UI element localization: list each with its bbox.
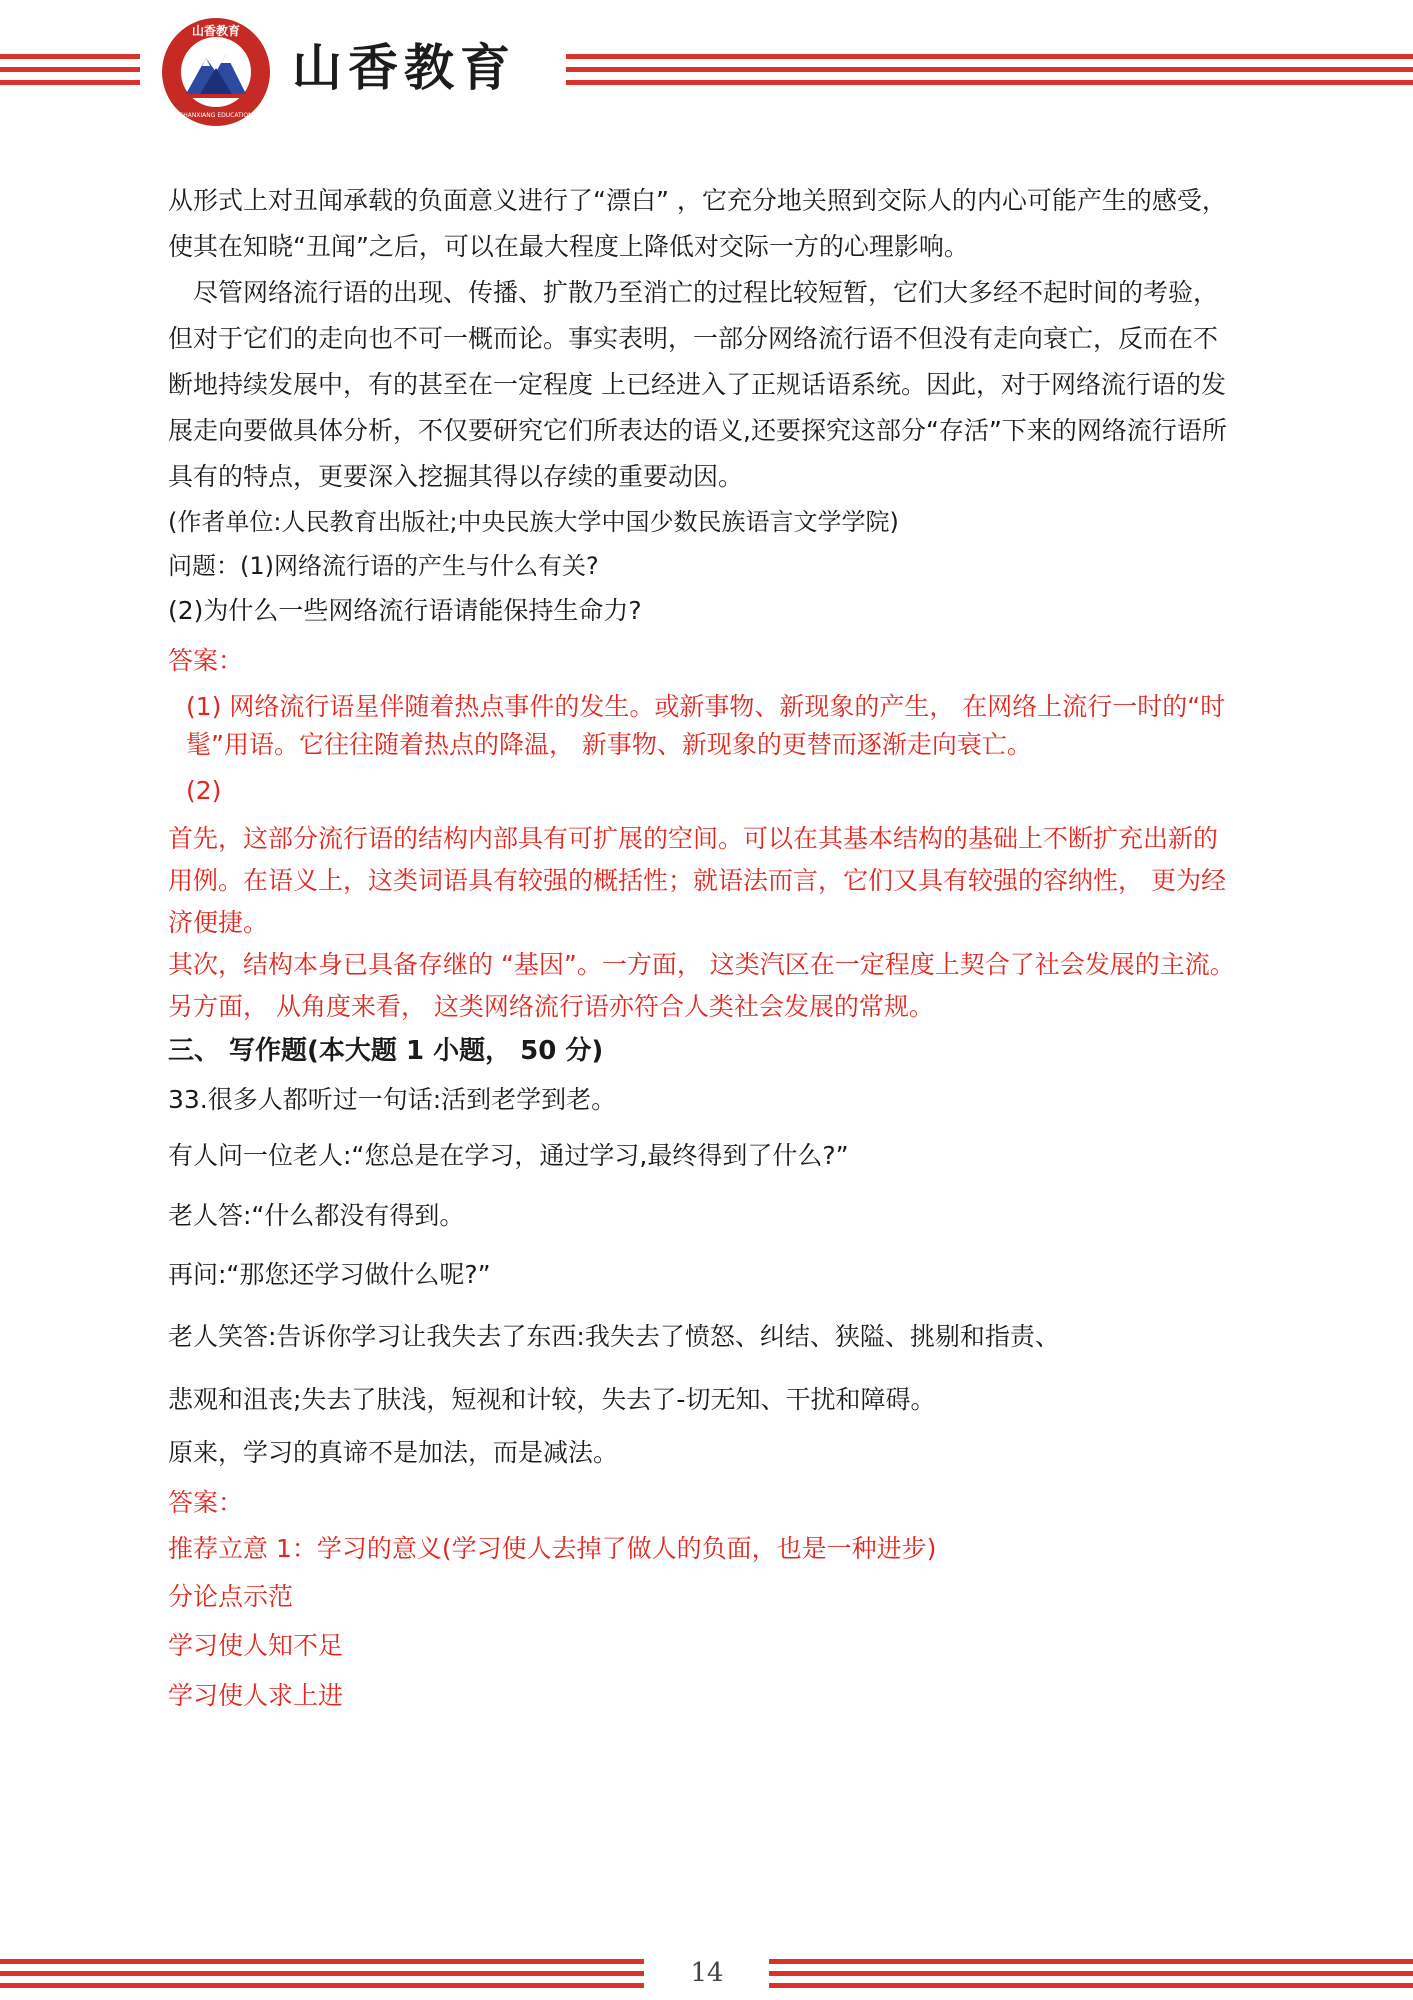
answer-line: 学习使人求上进 bbox=[168, 1681, 344, 1710]
answer-paragraph: 其次，结构本身已具备存继的 “基因”。一方面， 这类汽区在一定程度上契合了社会发展的主流。 bbox=[168, 950, 1235, 979]
shanxiang-logo bbox=[160, 16, 272, 128]
footer-stripes-right bbox=[769, 1959, 1413, 1989]
answer-part-2-label: (2) bbox=[186, 776, 222, 805]
answer-label: 答案： bbox=[168, 1488, 244, 1517]
footer-stripes-left bbox=[0, 1959, 644, 1989]
question-2: (2)为什么一些网络流行语请能保持生命力? bbox=[168, 596, 642, 625]
answer-paragraph: 另方面， 从角度来看， 这类网络流行语亦符合人类社会发展的常规。 bbox=[168, 992, 934, 1021]
prompt-line: 33.很多人都听过一句话:活到老学到老。 bbox=[168, 1085, 617, 1114]
answer-line: 推荐立意 1：学习的意义(学习使人去掉了做人的负面，也是一种进步) bbox=[168, 1534, 937, 1563]
document-body bbox=[168, 178, 1240, 1722]
source-note: (作者单位:人民教育出版社;中央民族大学中国少数民族语言文学学院) bbox=[168, 508, 899, 536]
prompt-line: 老人笑答:告诉你学习让我失去了东西:我失去了愤怒、纠结、狭隘、挑剔和指责、 bbox=[168, 1322, 1060, 1351]
prompt-line: 悲观和沮丧;失去了肤浅，短视和计较，失去了-切无知、干扰和障碍。 bbox=[168, 1385, 936, 1414]
answer-part-1: (1) 网络流行语星伴随着热点事件的发生。或新事物、新现象的产生， 在网络上流行一时的“时髦”用语。它往往随着热点的降温， 新事物、新现象的更替而逐渐走向衰亡。 bbox=[186, 692, 1226, 759]
header-stripes-left bbox=[0, 54, 140, 88]
logo-text: 山香教育 bbox=[191, 24, 241, 38]
logo-subtext: SHANXIANG EDUCATION bbox=[179, 112, 253, 119]
answer-label: 答案： bbox=[168, 646, 244, 675]
brand-title: 山香教育 bbox=[292, 38, 516, 97]
passage-paragraph: 从形式上对丑闻承载的负面意义进行了“漂白” ，它充分地关照到交际人的内心可能产生的感受，使其在知晓“丑闻”之后，可以在最大程度上降低对交际一方的心理影响。 bbox=[168, 186, 1227, 261]
section-title: 三、 写作题(本大题 1 小题， 50 分) bbox=[168, 1036, 604, 1066]
prompt-line: 有人问一位老人:“您总是在学习，通过学习,最终得到了什么?” bbox=[168, 1141, 849, 1170]
question-1: 问题：(1)网络流行语的产生与什么有关? bbox=[168, 552, 599, 580]
prompt-line: 原来，学习的真谛不是加法，而是减法。 bbox=[168, 1438, 619, 1467]
prompt-line: 老人答:“什么都没有得到。 bbox=[168, 1201, 465, 1230]
prompt-line: 再问:“那您还学习做什么呢?” bbox=[168, 1260, 491, 1289]
answer-paragraph: 首先，这部分流行语的结构内部具有可扩展的空间。可以在其基本结构的基础上不断扩充出新的用例。在语义上，这类词语具有较强的概括性；就语法而言，它们又具有较强的容纳性， 更为经济便捷。 bbox=[168, 824, 1226, 937]
answer-line: 分论点示范 bbox=[168, 1582, 294, 1611]
answer-line: 学习使人知不足 bbox=[168, 1631, 344, 1660]
header-stripes-right bbox=[566, 54, 1413, 88]
page-number: 14 bbox=[690, 1958, 724, 1988]
passage-paragraph: 尽管网络流行语的出现、传播、扩散乃至消亡的过程比较短暂，它们大多经不起时间的考验，但对于它们的走向也不可一概而论。事实表明，一部分网络流行语不但没有走向衰亡，反而在不断地持续发展中，有的甚至在一定程度 上已经进入了正规话语系统。因此，对于网络流行语的发展走向要做具体分析，不仅要研究它们所表达的语义,还要探究这部分“存活”下来的网络流行语所具有的特点，更要深入挖掘其得以存续的重要动因。 bbox=[168, 278, 1227, 491]
